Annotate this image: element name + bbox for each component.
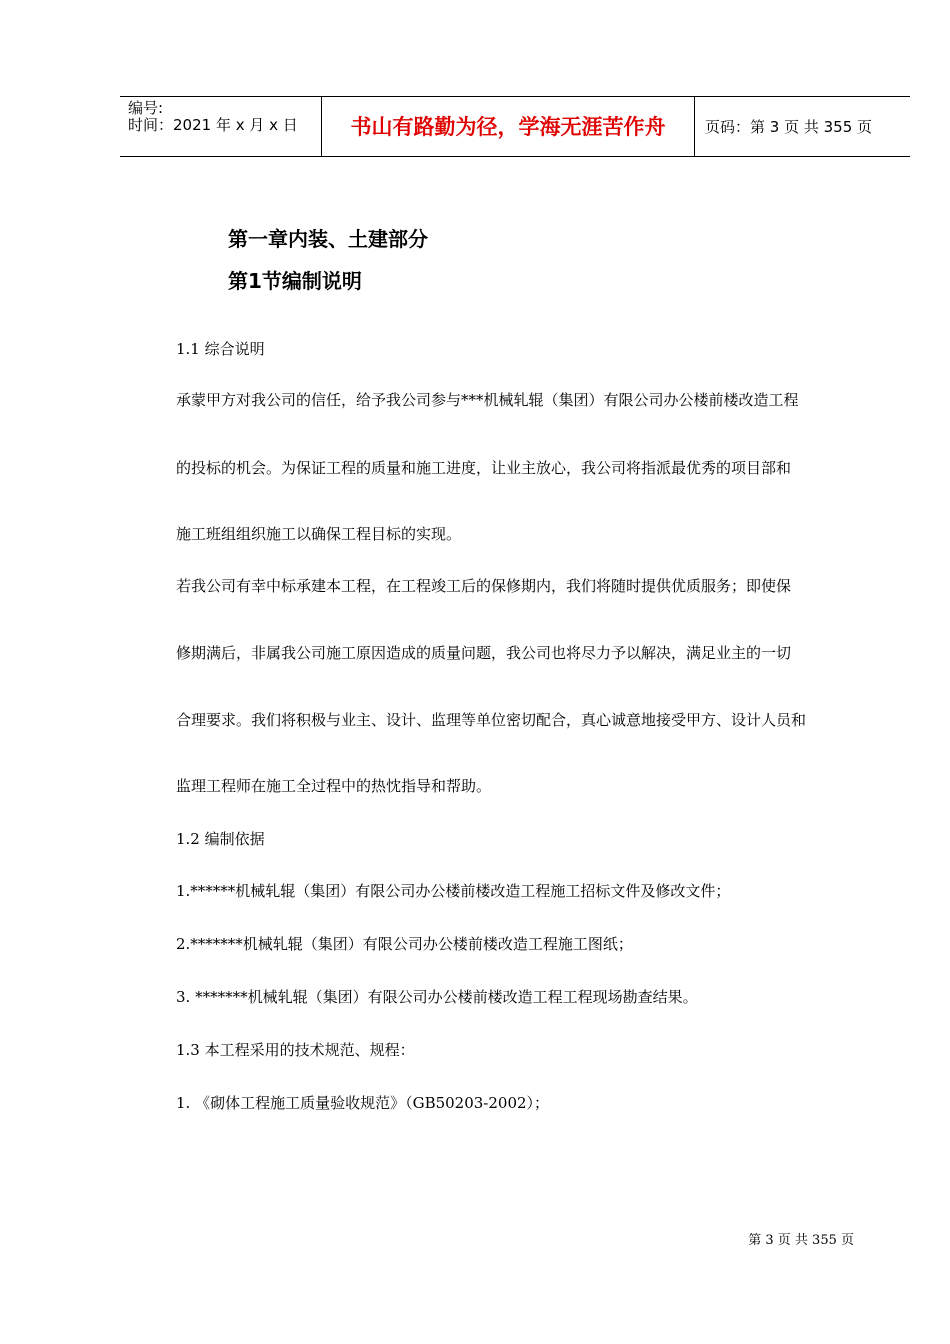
basis-item: 1.******机械轧辊（集团）有限公司办公楼前楼改造工程施工招标文件及修改文件； — [176, 882, 731, 900]
basis-item: 3. *******机械轧辊（集团）有限公司办公楼前楼改造工程工程现场勘查结果。 — [176, 988, 698, 1006]
header-motto-cell — [321, 97, 695, 156]
page-header — [120, 96, 910, 157]
document-time-label: 时间：2021 年 x 月 x 日 — [128, 116, 298, 134]
document-number-label: 编号: — [128, 99, 164, 117]
body-line: 承蒙甲方对我公司的信任，给予我公司参与***机械轧辊（集团）有限公司办公楼前楼改造工程 — [176, 391, 799, 409]
body-line: 合理要求。我们将积极与业主、设计、监理等单位密切配合，真心诚意地接受甲方、设计人员和 — [176, 711, 807, 729]
body-line: 施工班组组织施工以确保工程目标的实现。 — [176, 525, 462, 543]
header-page-code: 页码：第 3 页 共 355 页 — [705, 118, 873, 136]
body-line: 修期满后，非属我公司施工原因造成的质量问题，我公司也将尽力予以解决，满足业主的一切 — [176, 644, 792, 662]
header-page-cell — [695, 97, 910, 156]
body-line: 监理工程师在施工全过程中的热忱指导和帮助。 — [176, 777, 492, 795]
page-footer: 第 3 页 共 355 页 — [748, 1233, 854, 1248]
header-motto: 书山有路勤为径，学海无涯苦作舟 — [350, 115, 666, 139]
subsection-heading-1-3: 1.3 本工程采用的技术规范、规程： — [176, 1041, 415, 1059]
chapter-title: 第一章内装、土建部分 — [228, 227, 428, 251]
section-title: 第1节编制说明 — [228, 269, 362, 293]
subsection-heading-1-2: 1.2 编制依据 — [176, 830, 265, 848]
standard-item: 1. 《砌体工程施工质量验收规范》（GB50203-2002）； — [176, 1094, 550, 1112]
subsection-heading-1-1: 1.1 综合说明 — [176, 340, 265, 358]
header-info-cell — [120, 97, 321, 156]
body-line: 若我公司有幸中标承建本工程，在工程竣工后的保修期内，我们将随时提供优质服务；即使保 — [176, 577, 792, 595]
body-line: 的投标的机会。为保证工程的质量和施工进度，让业主放心，我公司将指派最优秀的项目部和 — [176, 459, 792, 477]
basis-item: 2.*******机械轧辊（集团）有限公司办公楼前楼改造工程施工图纸； — [176, 935, 633, 953]
